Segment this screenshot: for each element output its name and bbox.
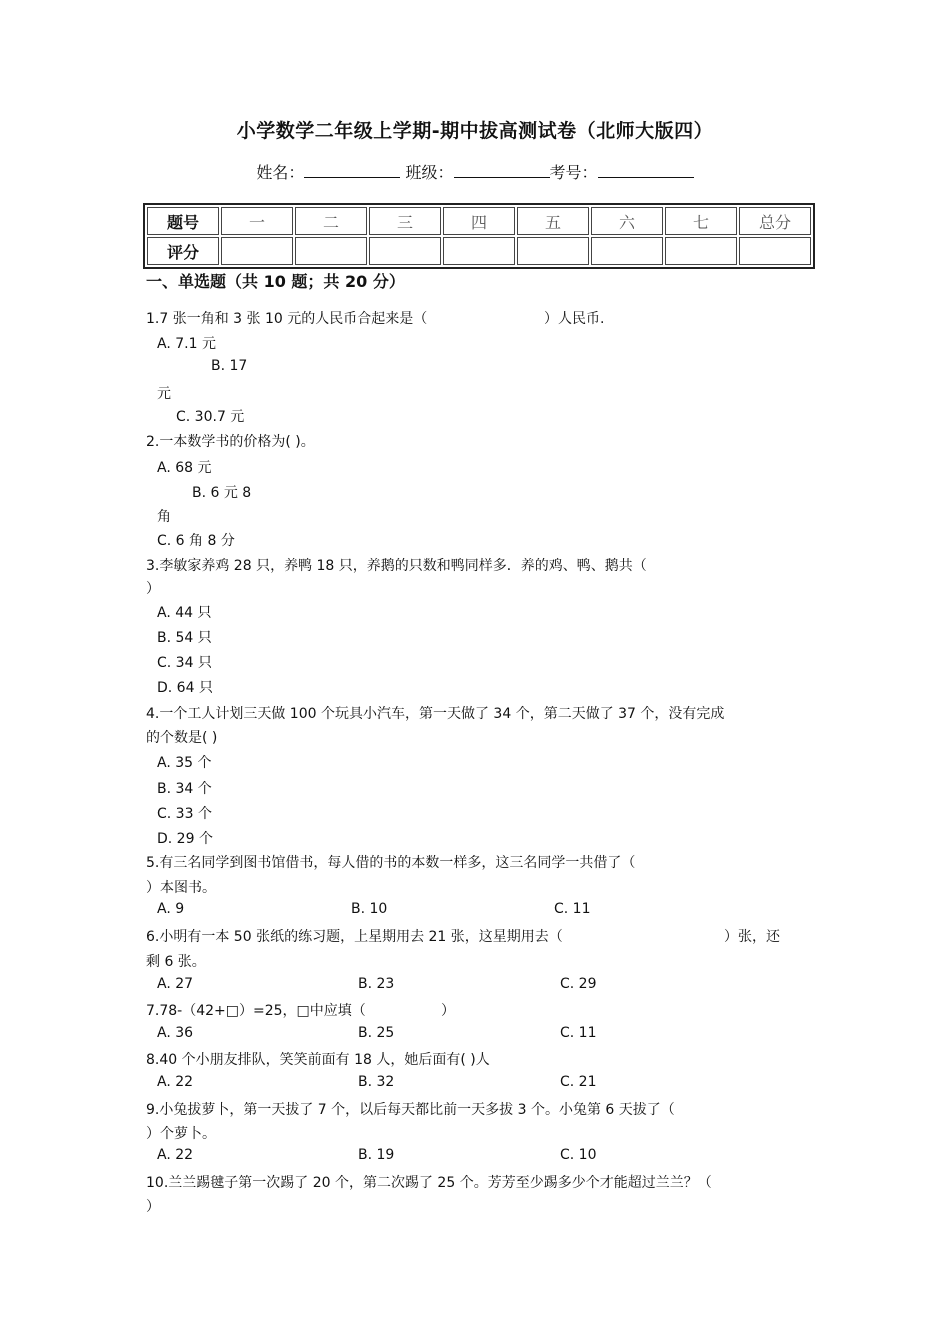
score-table-header-row bbox=[147, 207, 811, 235]
score-cell[interactable] bbox=[221, 237, 293, 265]
question-4-option-d[interactable]: D. 29 个 bbox=[157, 831, 213, 847]
score-label-cell: 评分 bbox=[147, 237, 219, 265]
column-header: 总分 bbox=[739, 207, 811, 235]
question-1-stem-end: ）人民币. bbox=[544, 311, 605, 327]
question-4-stem: 4.一个工人计划三天做 100 个玩具小汽车，第一天做了 34 个，第二天做了 37 个，没有完成 bbox=[146, 706, 725, 722]
score-table-score-row bbox=[147, 237, 811, 265]
question-7-stem: 7.78-（42+□）=25，□中应填（ bbox=[146, 1003, 366, 1019]
question-7-stem-end: ） bbox=[441, 1003, 455, 1019]
question-9-stem: 9.小兔拔萝卜，第一天拔了 7 个，以后每天都比前一天多拔 3 个。小兔第 6 天拔了（ bbox=[146, 1102, 675, 1118]
question-8-stem: 8.40 个小朋友排队，笑笑前面有 18 人，她后面有( )人 bbox=[146, 1052, 490, 1068]
question-5-stem: 5.有三名同学到图书馆借书，每人借的书的本数一样多，这三名同学一共借了（ bbox=[146, 855, 636, 871]
question-7-option-c[interactable]: C. 11 bbox=[560, 1025, 597, 1041]
exam-title: 小学数学二年级上学期-期中拔高测试卷（北师大版四） bbox=[236, 120, 714, 142]
column-header: 七 bbox=[665, 207, 737, 235]
question-3-option-b[interactable]: B. 54 只 bbox=[157, 630, 212, 646]
question-1-option-a[interactable]: A. 7.1 元 bbox=[157, 336, 216, 352]
student-info-line bbox=[0, 160, 950, 183]
exam-no-label: 考号： bbox=[549, 163, 598, 182]
question-2-option-b[interactable]: B. 6 元 8 bbox=[192, 485, 252, 501]
question-6-option-b[interactable]: B. 23 bbox=[358, 976, 395, 992]
question-1-option-b-wrap: 元 bbox=[157, 386, 171, 402]
score-cell[interactable] bbox=[517, 237, 589, 265]
question-3-option-d[interactable]: D. 64 只 bbox=[157, 680, 213, 696]
question-3-option-a[interactable]: A. 44 只 bbox=[157, 605, 212, 621]
header-label-cell: 题号 bbox=[147, 207, 219, 235]
question-4-option-a[interactable]: A. 35 个 bbox=[157, 755, 212, 771]
score-cell[interactable] bbox=[369, 237, 441, 265]
column-header: 六 bbox=[591, 207, 663, 235]
question-2-option-a[interactable]: A. 68 元 bbox=[157, 460, 212, 476]
score-cell[interactable] bbox=[443, 237, 515, 265]
question-9-option-b[interactable]: B. 19 bbox=[358, 1147, 395, 1163]
question-8-option-b[interactable]: B. 32 bbox=[358, 1074, 395, 1090]
column-header: 一 bbox=[221, 207, 293, 235]
question-1-option-b[interactable]: B. 17 bbox=[211, 358, 248, 374]
section-title: 一、单选题（共 10 题；共 20 分） bbox=[146, 272, 405, 291]
score-cell[interactable] bbox=[739, 237, 811, 265]
class-blank[interactable] bbox=[454, 162, 550, 178]
question-3-option-c[interactable]: C. 34 只 bbox=[157, 655, 212, 671]
question-4-option-c[interactable]: C. 33 个 bbox=[157, 806, 212, 822]
question-6-stem-wrap: 剩 6 张。 bbox=[146, 954, 206, 970]
question-6-option-a[interactable]: A. 27 bbox=[157, 976, 194, 992]
question-1-option-c[interactable]: C. 30.7 元 bbox=[176, 409, 245, 425]
score-table bbox=[143, 203, 815, 269]
exam-no-blank[interactable] bbox=[598, 162, 694, 178]
question-4-stem-wrap: 的个数是( ) bbox=[146, 730, 218, 746]
question-3-stem-wrap: ） bbox=[146, 581, 160, 597]
question-8-option-c[interactable]: C. 21 bbox=[560, 1074, 597, 1090]
question-6-option-c[interactable]: C. 29 bbox=[560, 976, 597, 992]
column-header: 四 bbox=[443, 207, 515, 235]
question-9-stem-wrap: ）个萝卜。 bbox=[146, 1126, 216, 1142]
question-2-stem: 2.一本数学书的价格为( )。 bbox=[146, 434, 315, 450]
column-header: 二 bbox=[295, 207, 367, 235]
name-label: 姓名： bbox=[256, 163, 305, 182]
question-8-option-a[interactable]: A. 22 bbox=[157, 1074, 194, 1090]
question-7-option-a[interactable]: A. 36 bbox=[157, 1025, 194, 1041]
score-cell[interactable] bbox=[591, 237, 663, 265]
question-2-option-c[interactable]: C. 6 角 8 分 bbox=[157, 533, 235, 549]
score-cell[interactable] bbox=[665, 237, 737, 265]
column-header: 三 bbox=[369, 207, 441, 235]
question-5-stem-wrap: ）本图书。 bbox=[146, 880, 216, 896]
question-10-stem-wrap: ） bbox=[146, 1199, 160, 1215]
question-1-stem: 1.7 张一角和 3 张 10 元的人民币合起来是（ bbox=[146, 311, 428, 327]
question-6-stem: 6.小明有一本 50 张纸的练习题，上星期用去 21 张，这星期用去（ bbox=[146, 929, 563, 945]
column-header: 五 bbox=[517, 207, 589, 235]
question-5-option-a[interactable]: A. 9 bbox=[157, 901, 185, 917]
question-2-option-b-wrap: 角 bbox=[157, 509, 171, 525]
question-4-option-b[interactable]: B. 34 个 bbox=[157, 781, 212, 797]
question-10-stem: 10.兰兰踢毽子第一次踢了 20 个，第二次踢了 25 个。芳芳至少踢多少个才能超过兰兰？（ bbox=[146, 1175, 712, 1191]
name-blank[interactable] bbox=[304, 162, 400, 178]
question-9-option-a[interactable]: A. 22 bbox=[157, 1147, 194, 1163]
question-7-option-b[interactable]: B. 25 bbox=[358, 1025, 395, 1041]
score-cell[interactable] bbox=[295, 237, 367, 265]
question-5-option-c[interactable]: C. 11 bbox=[554, 901, 591, 917]
question-5-option-b[interactable]: B. 10 bbox=[351, 901, 388, 917]
class-label: 班级： bbox=[405, 163, 454, 182]
question-3-stem: 3.李敏家养鸡 28 只，养鸭 18 只，养鹅的只数和鸭同样多．养的鸡、鸭、鹅共（ bbox=[146, 558, 647, 574]
question-6-stem-end: ）张，还 bbox=[724, 929, 780, 945]
question-9-option-c[interactable]: C. 10 bbox=[560, 1147, 597, 1163]
